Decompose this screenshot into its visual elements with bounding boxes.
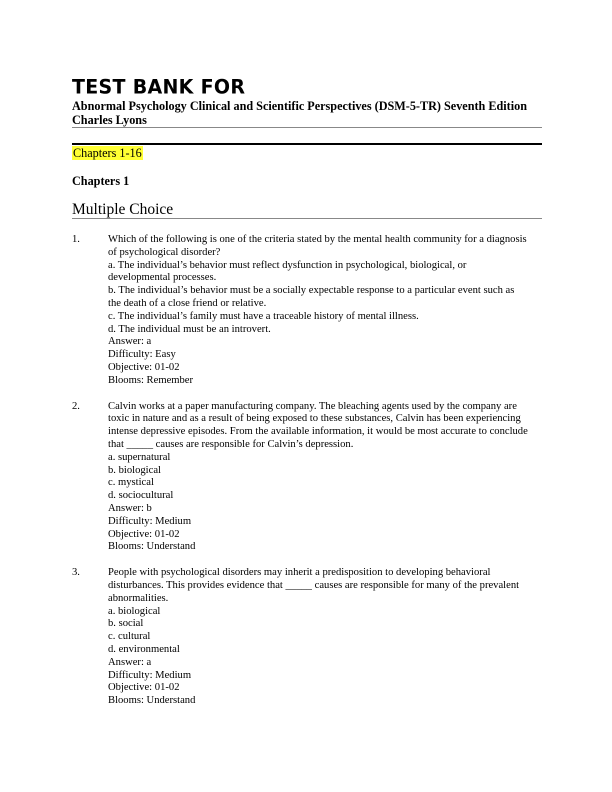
book-title: Abnormal Psychology Clinical and Scientific Perspectives (DSM-5-TR) Seventh Edition bbox=[72, 99, 527, 113]
objective-label: Objective: 01-02 bbox=[108, 528, 180, 540]
section-divider bbox=[72, 218, 542, 219]
blooms-label: Blooms: Understand bbox=[108, 695, 196, 707]
answer-option-line: a. biological bbox=[108, 605, 161, 617]
answer-option-line: c. The individual’s family must have a traceable history of mental illness. bbox=[108, 310, 419, 322]
question-stem-line: People with psychological disorders may inherit a predisposition to developing behavioral bbox=[108, 567, 491, 579]
answer-option-line: a. The individual’s behavior must reflect dysfunction in psychological, biological, or bbox=[108, 259, 467, 271]
question-stem-line: Calvin works at a paper manufacturing company. The bleaching agents used by the company are bbox=[108, 400, 517, 412]
author-name: Charles Lyons bbox=[72, 113, 147, 127]
question-number: 2. bbox=[72, 400, 80, 412]
question-stem-line: toxic in nature and as a result of being exposed to these substances, Calvin has been experiencing bbox=[108, 413, 521, 425]
blooms-label: Blooms: Remember bbox=[108, 374, 194, 386]
answer-option-line: b. biological bbox=[108, 464, 161, 476]
answer-option-line: the death of a close friend or relative. bbox=[108, 297, 267, 309]
answer-key: Answer: b bbox=[108, 502, 152, 514]
question-stem-line: intense depressive episodes. From the available information, it would be most accurate to conclude bbox=[108, 426, 528, 438]
answer-option-line: d. environmental bbox=[108, 643, 180, 655]
answer-key: Answer: a bbox=[108, 656, 152, 668]
chapters-divider bbox=[72, 143, 542, 145]
question-body bbox=[108, 234, 544, 388]
answer-key: Answer: a bbox=[108, 336, 152, 348]
question-item bbox=[72, 401, 544, 555]
question-list bbox=[72, 234, 544, 721]
answer-option-line: d. The individual must be an introvert. bbox=[108, 323, 271, 335]
title-divider bbox=[72, 127, 542, 128]
question-item bbox=[72, 567, 544, 708]
chapter-heading: Chapters 1 bbox=[72, 174, 130, 188]
question-body bbox=[108, 567, 544, 708]
objective-label: Objective: 01-02 bbox=[108, 361, 180, 373]
answer-option-line: c. cultural bbox=[108, 631, 151, 643]
question-stem-line: abnormalities. bbox=[108, 592, 169, 604]
test-bank-banner: TEST BANK FOR bbox=[72, 75, 246, 99]
answer-option-line: d. sociocultural bbox=[108, 490, 174, 502]
question-stem-line: Which of the following is one of the criteria stated by the mental health community for a diagnosis bbox=[108, 234, 527, 245]
answer-option-line: b. social bbox=[108, 618, 144, 630]
difficulty-label: Difficulty: Medium bbox=[108, 669, 192, 681]
question-item bbox=[72, 234, 544, 388]
question-body bbox=[108, 401, 544, 555]
question-stem-line: disturbances. This provides evidence that _____ causes are responsible for many of the prevalent bbox=[108, 579, 520, 591]
question-number: 1. bbox=[72, 234, 80, 245]
question-stem-line: that _____ causes are responsible for Calvin’s depression. bbox=[108, 438, 354, 450]
answer-option-line: developmental processes. bbox=[108, 272, 217, 284]
difficulty-label: Difficulty: Medium bbox=[108, 515, 192, 527]
answer-option-line: a. supernatural bbox=[108, 451, 171, 463]
question-stem-line: of psychological disorder? bbox=[108, 246, 221, 258]
difficulty-label: Difficulty: Easy bbox=[108, 349, 176, 361]
book-title-block bbox=[72, 99, 552, 127]
answer-option-line: b. The individual’s behavior must be a socially expectable response to a particular event such as bbox=[108, 285, 515, 297]
section-heading: Multiple Choice bbox=[72, 201, 174, 218]
answer-option-line: c. mystical bbox=[108, 477, 154, 489]
objective-label: Objective: 01-02 bbox=[108, 682, 180, 694]
question-number: 3. bbox=[72, 567, 80, 579]
blooms-label: Blooms: Understand bbox=[108, 541, 196, 553]
chapters-range-highlight: Chapters 1-16 bbox=[73, 146, 142, 160]
